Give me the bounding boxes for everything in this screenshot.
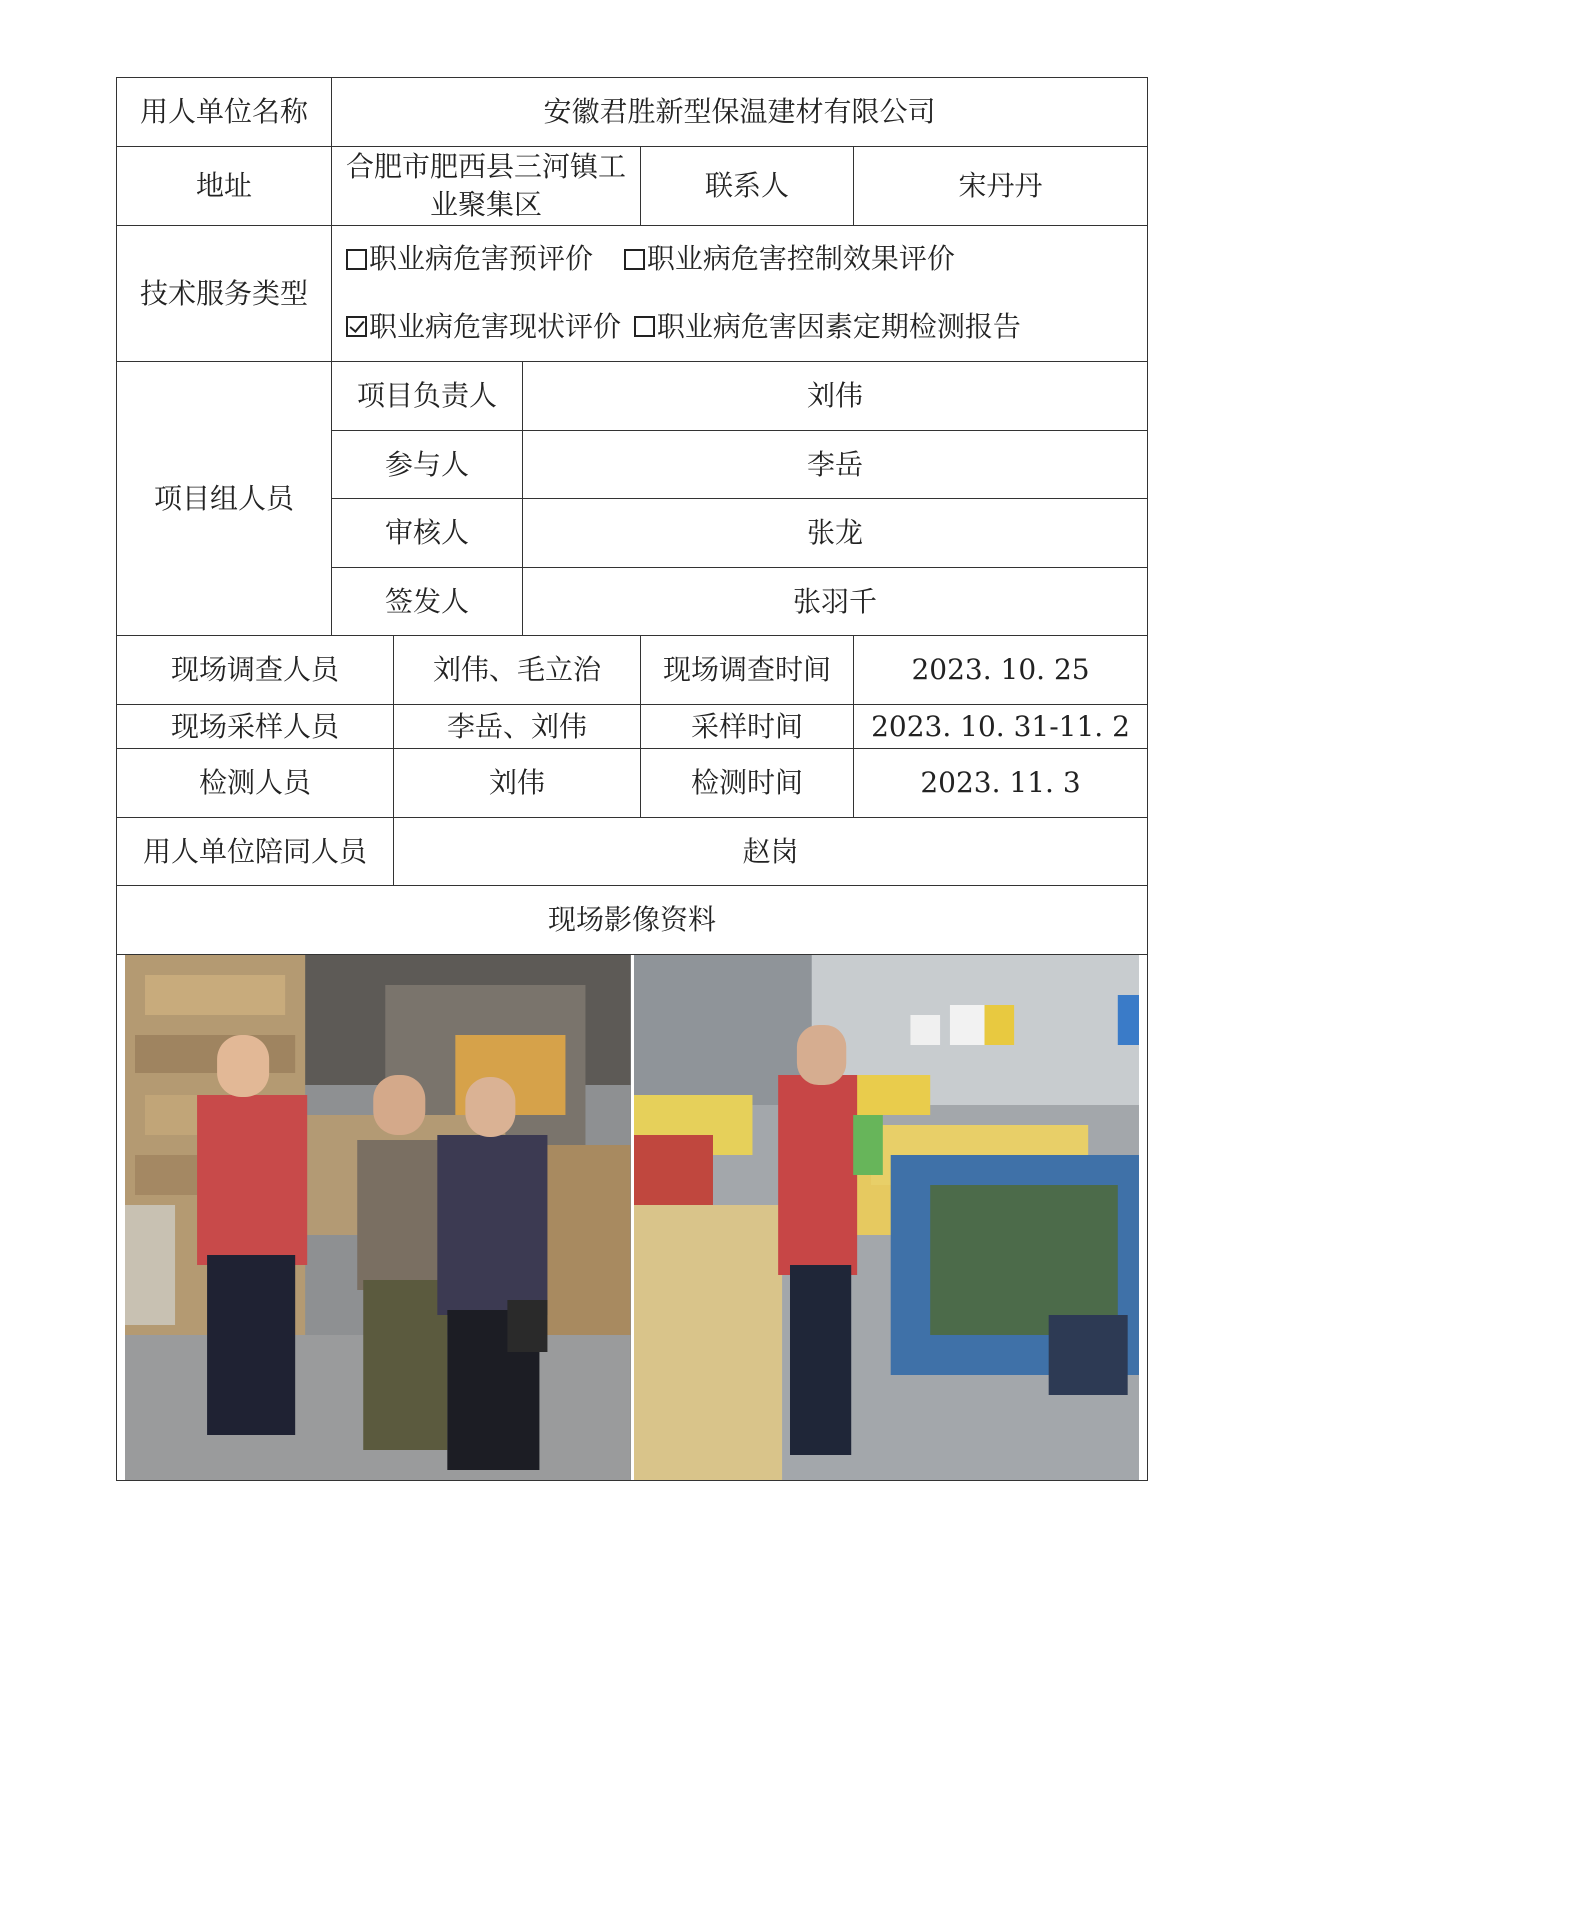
survey-record-form	[116, 77, 1147, 1481]
service-type-label: 技术服务类型	[117, 226, 332, 362]
employer-label: 用人单位名称	[117, 78, 332, 147]
service-options	[332, 226, 1148, 362]
option-label: 职业病危害控制效果评价	[646, 242, 955, 275]
service-options-line-1	[332, 240, 1147, 280]
employer-name: 安徽君胜新型保温建材有限公司	[332, 78, 1148, 147]
team-row	[117, 362, 1148, 431]
site-photo-warehouse-group	[125, 955, 631, 1480]
accompany-label: 用人单位陪同人员	[117, 818, 394, 886]
survey-row	[117, 636, 1148, 705]
warehouse-photo-graphic	[125, 955, 631, 1480]
survey-staff-label: 现场调查人员	[117, 636, 394, 705]
option-label: 职业病危害因素定期检测报告	[656, 309, 1021, 343]
team-role: 项目负责人	[332, 362, 523, 431]
testing-time-value: 2023. 11. 3	[854, 749, 1148, 818]
option-status-evaluation[interactable]	[346, 308, 621, 346]
photos-label: 现场影像资料	[117, 886, 1148, 955]
photos-header-row	[117, 886, 1148, 955]
sampling-time-value: 2023. 10. 31-11. 2	[854, 705, 1148, 749]
service-options-line-2	[332, 308, 1147, 348]
record-table	[116, 77, 1148, 1481]
survey-time-value: 2023. 10. 25	[854, 636, 1148, 705]
site-photo-production-line	[634, 955, 1140, 1480]
checked-checkbox-icon[interactable]	[346, 316, 367, 337]
address-value: 合肥市肥西县三河镇工业聚集区	[332, 147, 641, 226]
option-control-effect-evaluation[interactable]	[624, 240, 955, 278]
production-photo-graphic	[634, 955, 1140, 1480]
employer-row	[117, 78, 1148, 147]
team-name: 张龙	[523, 499, 1148, 568]
testing-time-label: 检测时间	[641, 749, 854, 818]
testing-row	[117, 749, 1148, 818]
checkbox-icon[interactable]	[346, 249, 367, 270]
sampling-staff-value: 李岳、刘伟	[394, 705, 641, 749]
team-name: 张羽千	[523, 568, 1148, 636]
sampling-time-label: 采样时间	[641, 705, 854, 749]
checkbox-icon[interactable]	[624, 249, 645, 270]
option-periodic-testing-report[interactable]	[634, 308, 1021, 346]
testing-staff-label: 检测人员	[117, 749, 394, 818]
service-type-row	[117, 226, 1148, 362]
contact-value: 宋丹丹	[854, 147, 1148, 226]
team-name: 刘伟	[523, 362, 1148, 431]
team-role: 签发人	[332, 568, 523, 636]
option-label: 职业病危害现状评价	[369, 309, 622, 343]
photos-cell	[117, 955, 1148, 1481]
checkbox-icon[interactable]	[634, 316, 655, 337]
contact-label: 联系人	[641, 147, 854, 226]
sampling-row	[117, 705, 1148, 749]
team-role: 审核人	[332, 499, 523, 568]
option-pre-evaluation[interactable]	[346, 240, 593, 278]
sampling-staff-label: 现场采样人员	[117, 705, 394, 749]
address-label: 地址	[117, 147, 332, 226]
team-name: 李岳	[523, 431, 1148, 499]
site-photos	[125, 955, 1139, 1480]
accompany-row	[117, 818, 1148, 886]
team-label: 项目组人员	[117, 362, 332, 636]
survey-staff-value: 刘伟、毛立治	[394, 636, 641, 705]
option-label: 职业病危害预评价	[369, 242, 594, 275]
testing-staff-value: 刘伟	[394, 749, 641, 818]
accompany-value: 赵岗	[394, 818, 1148, 886]
survey-time-label: 现场调查时间	[641, 636, 854, 705]
photos-row	[117, 955, 1148, 1481]
team-role: 参与人	[332, 431, 523, 499]
address-row	[117, 147, 1148, 226]
